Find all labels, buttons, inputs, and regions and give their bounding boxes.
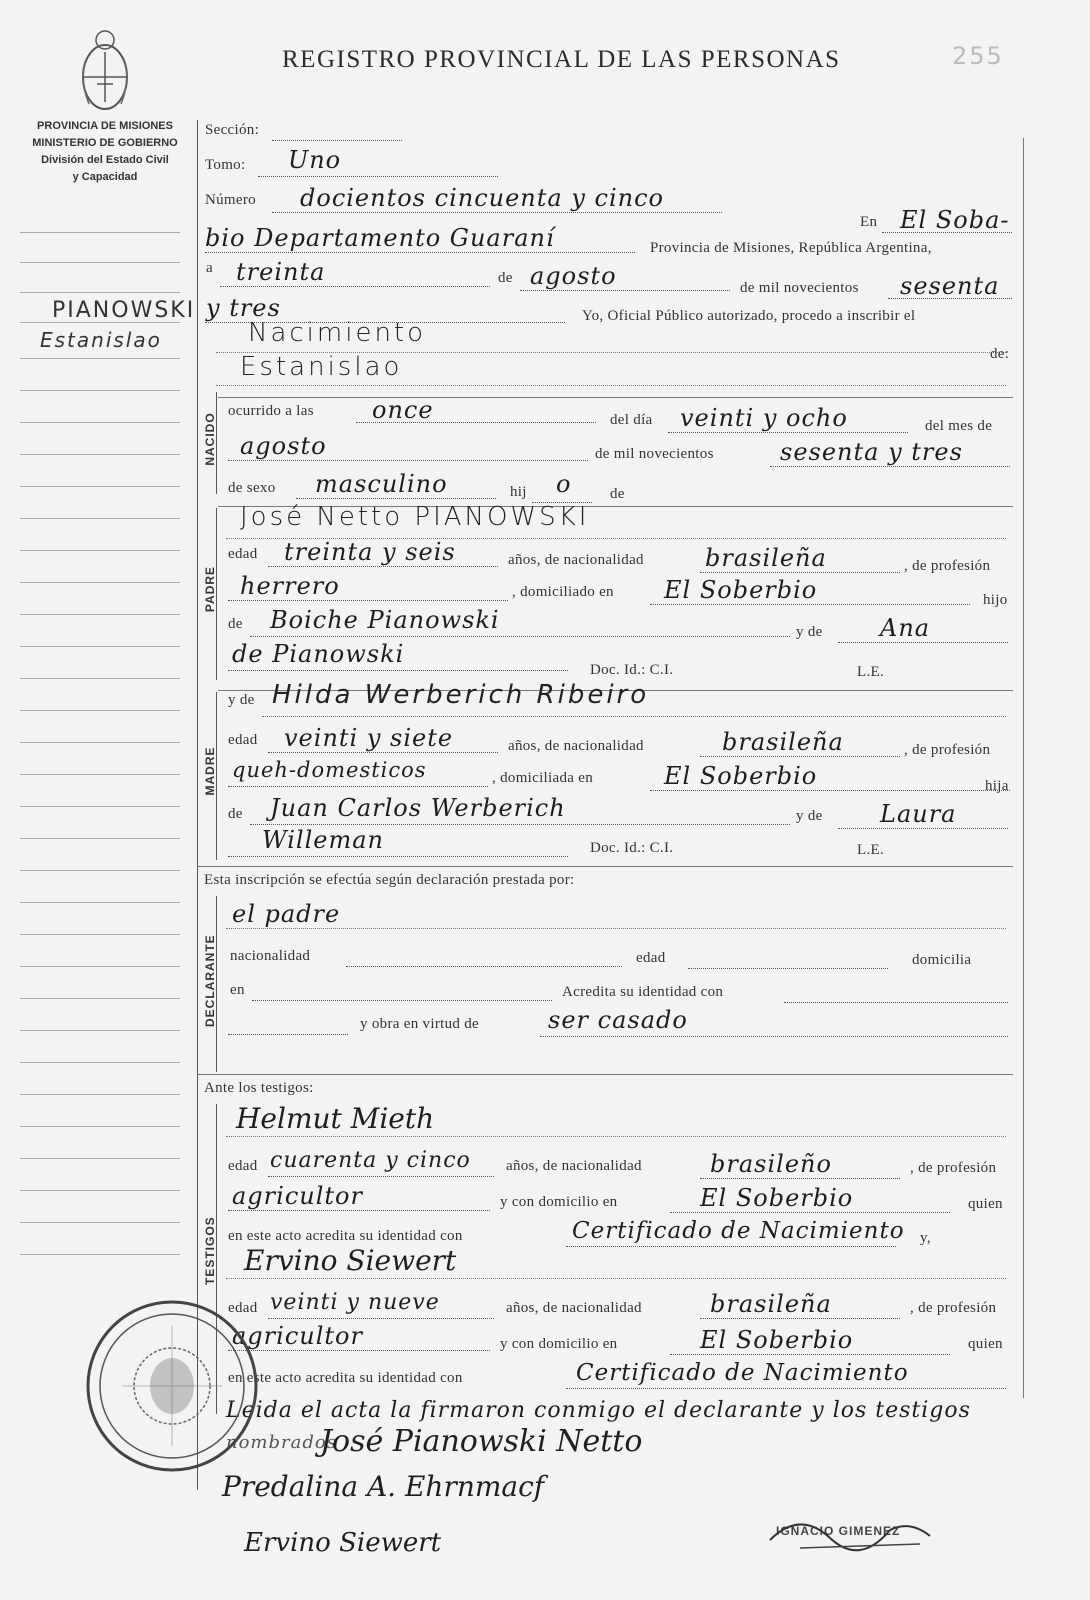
signature-3: Ervino Siewert xyxy=(244,1528,442,1558)
testigo1-domicilio: El Soberbio xyxy=(700,1184,854,1212)
testigo1-edad-line xyxy=(268,1176,494,1177)
testigo2-nacionalidad: brasileña xyxy=(710,1290,832,1318)
madre-label: MADRE xyxy=(203,746,217,796)
signature-1: José Pianowski Netto xyxy=(320,1424,643,1459)
official-signature-scribble xyxy=(760,1500,940,1560)
sexo-label: de sexo xyxy=(228,480,276,496)
testigo2-domicilio: El Soberbio xyxy=(700,1326,854,1354)
padre-edad-value: treinta y seis xyxy=(284,538,456,566)
testigo2-domicilio-line xyxy=(670,1354,950,1355)
declarante-label: DECLARANTE xyxy=(203,934,217,1027)
testigo-y-label: y, xyxy=(920,1230,931,1246)
a-label: a xyxy=(206,260,213,276)
madre-madre-de-2: Willeman xyxy=(262,826,384,854)
testigo1-profesion: agricultor xyxy=(232,1182,363,1210)
place-value-1: El Soba- xyxy=(900,206,1010,234)
nombre-line xyxy=(216,385,1006,386)
ocurrido-label: ocurrido a las xyxy=(228,403,314,419)
padre-y-de-label: y de xyxy=(796,624,823,640)
testigo2-profesion: agricultor xyxy=(232,1322,363,1350)
madre-domicilio-line xyxy=(650,790,1010,791)
padre-nombre: José Netto PIANOWSKI xyxy=(240,502,590,532)
padre-padre-de-line xyxy=(250,636,790,637)
madre-y-de-label: y de xyxy=(228,692,255,708)
padre-madre-de-line xyxy=(838,642,1008,643)
testigo1-nacionalidad-line xyxy=(700,1178,900,1179)
madre-nombre-line xyxy=(262,716,1006,717)
padre-madre-de-line-2 xyxy=(228,670,568,671)
madre-nacionalidad-line xyxy=(700,756,900,757)
declarante-acredita-line xyxy=(784,1002,1008,1003)
padre-label: PADRE xyxy=(203,565,217,613)
month-value: agosto xyxy=(530,262,617,290)
madre-madre-de-line xyxy=(838,828,1008,829)
province-line: PROVINCIA DE MISIONES xyxy=(37,120,173,132)
madre-nombre: Hilda Werberich Ribeiro xyxy=(272,680,650,710)
madre-madre-de-1: Laura xyxy=(880,800,957,828)
anio-line xyxy=(770,466,1010,467)
division-line: División del Estado Civil xyxy=(41,154,169,166)
testigo2-nombre-line xyxy=(226,1278,1006,1279)
declarante-obra-line xyxy=(540,1036,1008,1037)
testigo1-acredita: Certificado de Nacimiento xyxy=(572,1218,905,1244)
madre-edad-value: veinti y siete xyxy=(284,724,454,752)
month-line xyxy=(520,290,730,291)
anio-value: sesenta y tres xyxy=(780,438,963,466)
declarante-nacionalidad-line xyxy=(346,966,622,967)
year-value-1: sesenta xyxy=(900,272,1000,300)
testigo1-nombre-line xyxy=(226,1136,1006,1137)
padre-nacionalidad-line xyxy=(700,572,900,573)
padre-madre-de-2: de Pianowski xyxy=(232,640,405,668)
madre-nacionalidad-value: brasileña xyxy=(722,728,844,756)
madre-madre-de-line-2 xyxy=(228,856,568,857)
oficial-text: Yo, Oficial Público autorizado, procedo a inscribir el xyxy=(582,308,916,324)
numero-value: docientos cincuenta y cinco xyxy=(300,184,664,212)
madre-padre-de-line xyxy=(250,824,790,825)
margin-given-name: Estanislao xyxy=(40,328,162,352)
nacido-label: NACIDO xyxy=(203,412,217,466)
padre-nacionalidad-value: brasileña xyxy=(705,544,827,572)
testigo2-edad: veinti y nueve xyxy=(270,1290,440,1315)
de-colon-label: de: xyxy=(990,346,1010,362)
padre-domicilio-value: El Soberbio xyxy=(664,576,818,604)
padre-de-label: de xyxy=(228,616,243,632)
madre-de-label: de xyxy=(228,806,243,822)
padre-le-label: L.E. xyxy=(857,664,885,680)
padre-padre-de: Boiche Pianowski xyxy=(270,606,500,634)
padre-doc-label: Doc. Id.: C.I. xyxy=(590,662,674,678)
testigo1-anos-label: años, de nacionalidad xyxy=(506,1158,642,1174)
madre-le-label: L.E. xyxy=(857,842,885,858)
testigos-top-rule xyxy=(198,1074,1013,1075)
madre-profesion-value: queh-domesticos xyxy=(232,758,427,782)
padre-edad-line xyxy=(268,566,498,567)
testigo1-edad: cuarenta y cinco xyxy=(270,1148,471,1173)
declarante-obra-value: ser casado xyxy=(548,1006,688,1034)
padre-profesion-label: , de profesión xyxy=(904,558,991,574)
testigo2-quien-label: quien xyxy=(968,1336,1003,1352)
official-stamp-text: IGNACIO GIMENEZ xyxy=(776,1524,901,1538)
padre-edad-label: edad xyxy=(228,546,258,562)
year-prefix: de mil novecientos xyxy=(740,280,859,296)
signature-2: Predalina A. Ehrnmacf xyxy=(222,1470,545,1503)
provincia-text: Provincia de Misiones, República Argentina, xyxy=(650,240,932,256)
nacido-top-rule xyxy=(218,397,1013,398)
place-line-2 xyxy=(205,252,635,253)
testigo2-profesion-line xyxy=(228,1350,490,1351)
declarante-nombre-line xyxy=(226,928,1006,929)
hora-value: once xyxy=(372,396,434,424)
testigo1-nacionalidad: brasileño xyxy=(710,1150,832,1178)
declarante-nombre: el padre xyxy=(232,900,341,928)
testigo2-anos-label: años, de nacionalidad xyxy=(506,1300,642,1316)
declarante-edad-line xyxy=(688,968,888,969)
declarante-obra-pre-line xyxy=(228,1034,348,1035)
testigo2-profesion-label: , de profesión xyxy=(910,1300,997,1316)
margin-surname: PIANOWSKI xyxy=(52,298,196,323)
declarante-intro: Esta inscripción se efectúa según declaración prestada por: xyxy=(204,872,575,888)
nacido-de-label: de xyxy=(610,486,625,502)
testigo2-acredita: Certificado de Nacimiento xyxy=(576,1360,909,1386)
testigo2-acredita-line xyxy=(566,1388,1006,1389)
testigo1-nombre: Helmut Mieth xyxy=(236,1102,435,1135)
nombre-value: Estanislao xyxy=(240,352,403,382)
mil-label: de mil novecientos xyxy=(595,446,714,462)
testigo2-nombre: Ervino Siewert xyxy=(244,1244,457,1277)
seccion-label: Sección: xyxy=(205,122,260,138)
place-value-2: bio Departamento Guaraní xyxy=(205,224,555,252)
padre-profesion-line xyxy=(228,600,508,601)
declarante-edad-label: edad xyxy=(636,950,666,966)
official-seal-stamp xyxy=(82,1296,262,1476)
del-mes-label: del mes de xyxy=(925,418,993,434)
testigo2-nacionalidad-line xyxy=(700,1318,900,1319)
testigo1-domicilio-line xyxy=(670,1212,950,1213)
mes-line xyxy=(228,460,588,461)
madre-edad-line xyxy=(268,752,498,753)
mes-value: agosto xyxy=(240,432,327,460)
testigo1-acredita-line xyxy=(566,1246,896,1247)
testigo1-profesion-label: , de profesión xyxy=(910,1160,997,1176)
padre-hijo-label: hijo xyxy=(983,592,1008,608)
hij-label: hij xyxy=(510,484,527,500)
hij-value: o xyxy=(556,470,572,498)
sexo-line xyxy=(296,498,496,499)
madre-padre-de: Juan Carlos Werberich xyxy=(270,794,566,822)
acto-value: Nacimiento xyxy=(248,318,427,348)
madre-edad-label: edad xyxy=(228,732,258,748)
dia-value: veinti y ocho xyxy=(680,404,848,432)
declarante-en-label: en xyxy=(230,982,245,998)
ministry-line: MINISTERIO DE GOBIERNO xyxy=(32,137,178,149)
dia-line xyxy=(668,432,908,433)
page-number: 255 xyxy=(952,42,1004,70)
en-label: En xyxy=(860,214,878,230)
padre-anos-label: años, de nacionalidad xyxy=(508,552,644,568)
numero-line xyxy=(272,212,722,213)
declarante-nacionalidad-label: nacionalidad xyxy=(230,948,311,964)
numero-label: Número xyxy=(205,192,256,208)
declarante-domicilia-label: domicilia xyxy=(912,952,972,968)
day-value: treinta xyxy=(236,258,326,286)
de-label: de xyxy=(498,270,513,286)
tomo-line xyxy=(258,176,498,177)
testigo2-acredita-label: en este acto acredita su identidad con xyxy=(228,1370,463,1386)
tomo-value: Uno xyxy=(288,146,342,174)
closing-line-2: nombrados xyxy=(226,1432,337,1453)
testigo2-domicilio-label: y con domicilio en xyxy=(500,1336,618,1352)
padre-domicilio-line xyxy=(650,604,970,605)
padre-madre-de-1: Ana xyxy=(880,614,931,642)
testigo2-edad-line xyxy=(268,1318,494,1319)
declarante-en-line xyxy=(252,1000,552,1001)
testigos-label: TESTIGOS xyxy=(203,1216,217,1285)
page-title: REGISTRO PROVINCIAL DE LAS PERSONAS xyxy=(282,46,841,73)
testigo1-quien-label: quien xyxy=(968,1196,1003,1212)
madre-hija-label: hija xyxy=(985,778,1009,794)
year-value-2: y tres xyxy=(206,294,281,322)
testigo1-profesion-line xyxy=(228,1210,490,1211)
tomo-label: Tomo: xyxy=(205,157,246,173)
madre-y-de-label2: y de xyxy=(796,808,823,824)
capacity-line: y Capacidad xyxy=(72,171,138,183)
madre-anos-label: años, de nacionalidad xyxy=(508,738,644,754)
right-vertical-rule xyxy=(1023,138,1024,1398)
declarante-top-rule xyxy=(198,866,1013,867)
main-vertical-rule xyxy=(197,120,198,1490)
madre-profesion-label: , de profesión xyxy=(904,742,991,758)
madre-domicilio-value: El Soberbio xyxy=(664,762,818,790)
declarante-obra-label: y obra en virtud de xyxy=(360,1016,479,1032)
province-header xyxy=(20,118,190,186)
padre-domicilio-label: , domiciliado en xyxy=(512,584,614,600)
del-dia-label: del día xyxy=(610,412,653,428)
testigo1-acredita-label: en este acto acredita su identidad con xyxy=(228,1228,463,1244)
testigos-intro: Ante los testigos: xyxy=(204,1080,314,1096)
closing-line-1: Leida el acta la firmaron conmigo el declarante y los testigos xyxy=(226,1398,971,1423)
madre-profesion-line xyxy=(228,786,488,787)
testigo1-edad-label: edad xyxy=(228,1158,258,1174)
madre-domicilio-label: , domiciliada en xyxy=(492,770,594,786)
coat-of-arms-icon xyxy=(75,22,135,117)
declarante-acredita-label: Acredita su identidad con xyxy=(562,984,724,1000)
madre-doc-label: Doc. Id.: C.I. xyxy=(590,840,674,856)
padre-profesion-value: herrero xyxy=(240,572,340,600)
testigo2-edad-label: edad xyxy=(228,1300,258,1316)
seccion-line xyxy=(272,140,402,141)
day-line xyxy=(220,286,490,287)
testigo1-domicilio-label: y con domicilio en xyxy=(500,1194,618,1210)
sexo-value: masculino xyxy=(315,470,448,498)
